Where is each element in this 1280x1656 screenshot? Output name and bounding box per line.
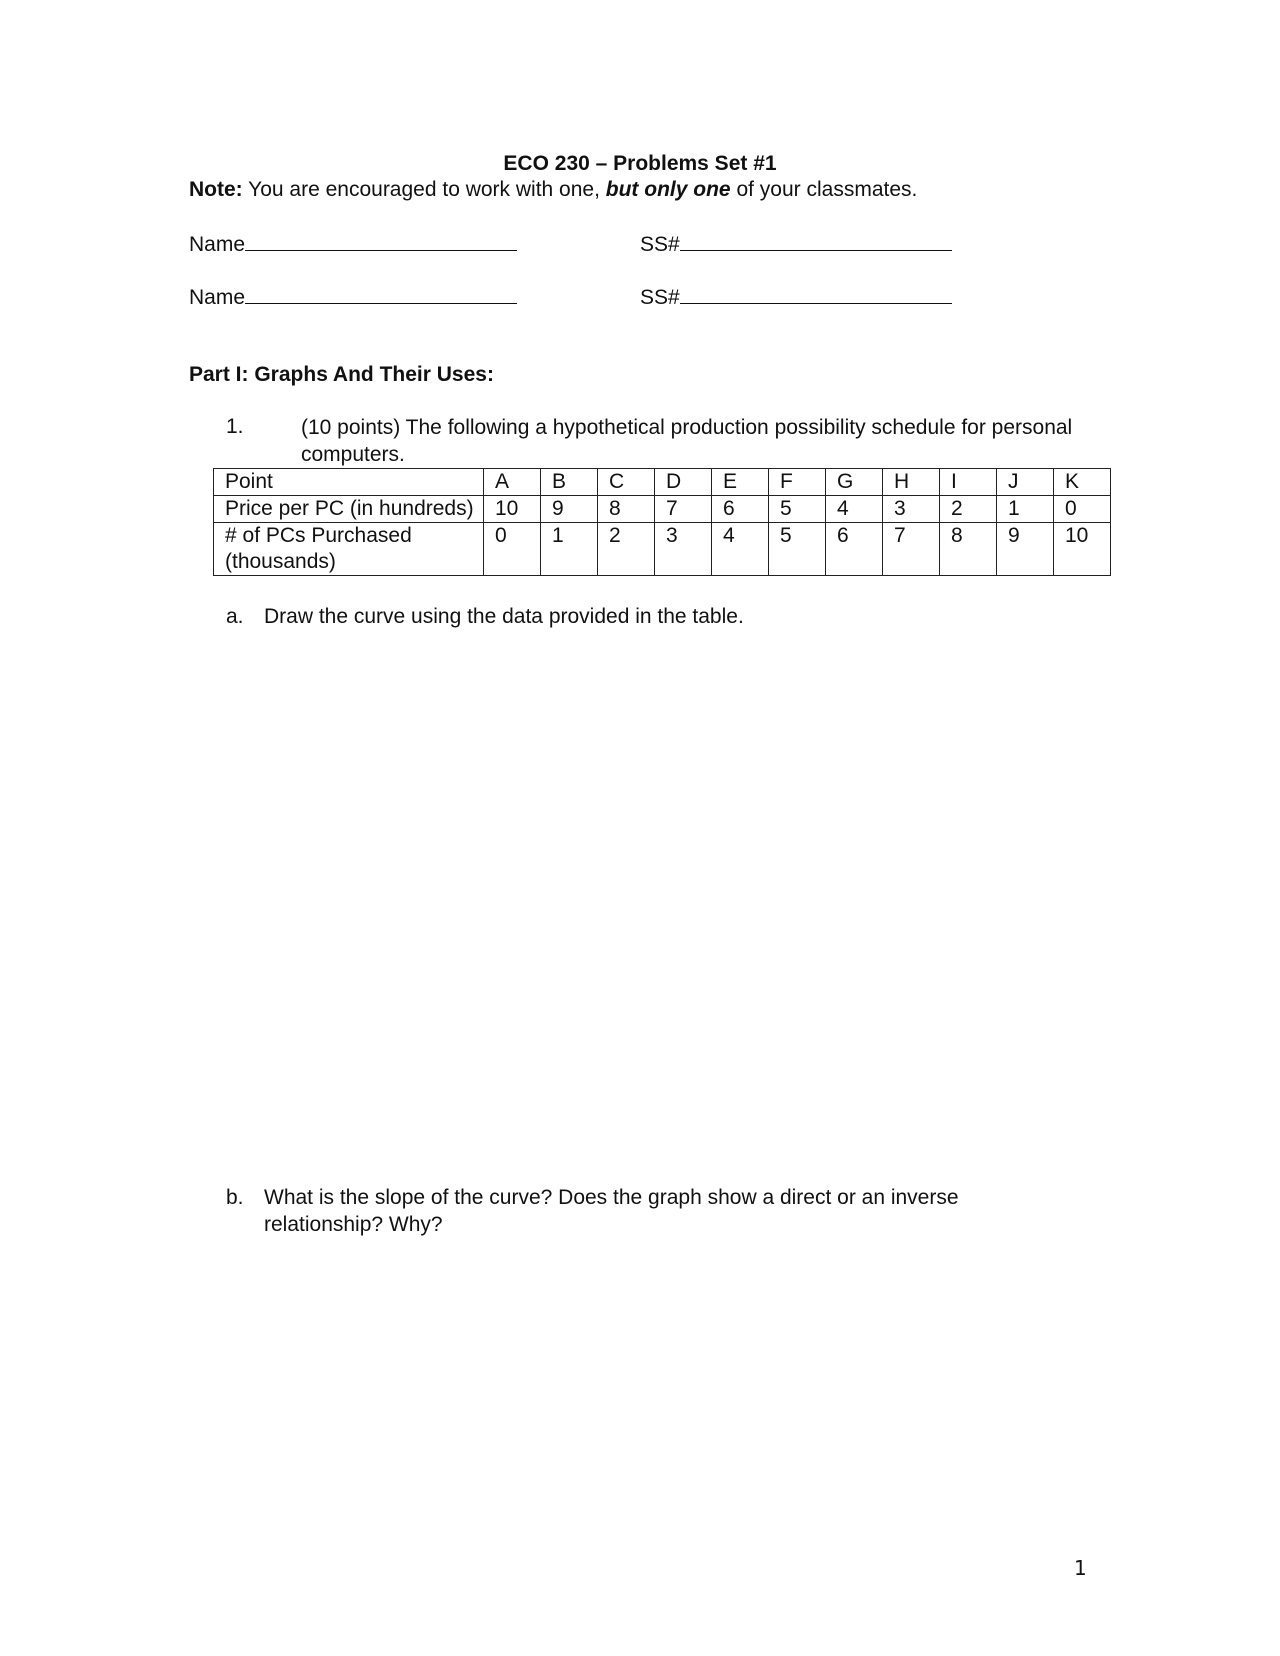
ss-blank[interactable] xyxy=(680,283,952,304)
table-cell: H xyxy=(883,469,940,496)
table-cell: J xyxy=(997,469,1054,496)
table-cell: 9 xyxy=(997,523,1054,576)
row-label: Price per PC (in hundreds) xyxy=(214,496,484,523)
note-line xyxy=(189,177,917,203)
table-cell: 7 xyxy=(883,523,940,576)
table-cell: 1 xyxy=(997,496,1054,523)
table-cell: F xyxy=(769,469,826,496)
table-cell: 5 xyxy=(769,523,826,576)
row-label: Point xyxy=(214,469,484,496)
note-text-1: You are encouraged to work with one, xyxy=(248,178,600,201)
table-row xyxy=(214,469,1111,496)
subquestion-a-marker: a. xyxy=(226,605,244,628)
page-title: ECO 230 – Problems Set #1 xyxy=(503,152,777,175)
table-cell: 10 xyxy=(1054,523,1111,576)
table-cell: 0 xyxy=(484,523,541,576)
schedule-table xyxy=(213,468,1111,576)
note-text-2: of your classmates. xyxy=(736,178,918,201)
table-cell: 5 xyxy=(769,496,826,523)
table-cell: 2 xyxy=(940,496,997,523)
name-label: Name xyxy=(189,286,246,309)
subquestion-b-marker: b. xyxy=(226,1186,244,1209)
note-emphasis: but only one xyxy=(605,178,731,201)
part1-heading: Part I: Graphs And Their Uses: xyxy=(189,363,494,386)
page-number: 1 xyxy=(1074,1556,1087,1580)
table-cell: 2 xyxy=(598,523,655,576)
name-field-1[interactable] xyxy=(189,230,517,258)
table-cell: 6 xyxy=(826,523,883,576)
table-cell: 6 xyxy=(712,496,769,523)
row-label: # of PCs Purchased (thousands) xyxy=(214,523,484,576)
subquestion-a-text: Draw the curve using the data provided in the table. xyxy=(264,605,744,628)
name-blank[interactable] xyxy=(245,230,517,251)
ss-blank[interactable] xyxy=(680,230,952,251)
table-cell: 4 xyxy=(712,523,769,576)
table-cell: C xyxy=(598,469,655,496)
table-cell: 7 xyxy=(655,496,712,523)
question-number: 1. xyxy=(226,415,244,438)
table-row xyxy=(214,496,1111,523)
name-blank[interactable] xyxy=(245,283,517,304)
table-cell: 0 xyxy=(1054,496,1111,523)
table-cell: D xyxy=(655,469,712,496)
table-cell: 3 xyxy=(883,496,940,523)
table-cell: 1 xyxy=(541,523,598,576)
table-cell: I xyxy=(940,469,997,496)
subquestion-a xyxy=(226,603,1076,630)
table-cell: 9 xyxy=(541,496,598,523)
table-row xyxy=(214,523,1111,576)
table-cell: 4 xyxy=(826,496,883,523)
table-cell: 10 xyxy=(484,496,541,523)
table-cell: B xyxy=(541,469,598,496)
table-cell: 8 xyxy=(940,523,997,576)
subquestion-b-text: What is the slope of the curve? Does the graph show a direct or an inverse relationship? Why? xyxy=(264,1186,959,1236)
ss-label: SS# xyxy=(640,286,680,309)
ss-field-2[interactable] xyxy=(640,283,952,311)
table-cell: 3 xyxy=(655,523,712,576)
table-cell: G xyxy=(826,469,883,496)
question-text: (10 points) The following a hypothetical production possibility schedule for personal computers. xyxy=(301,416,1073,466)
table-cell: E xyxy=(712,469,769,496)
name-label: Name xyxy=(189,233,246,256)
table-cell: A xyxy=(484,469,541,496)
ss-field-1[interactable] xyxy=(640,230,952,258)
ss-label: SS# xyxy=(640,233,680,256)
table-cell: K xyxy=(1054,469,1111,496)
note-label: Note: xyxy=(189,178,243,201)
table-cell: 8 xyxy=(598,496,655,523)
name-field-2[interactable] xyxy=(189,283,517,311)
